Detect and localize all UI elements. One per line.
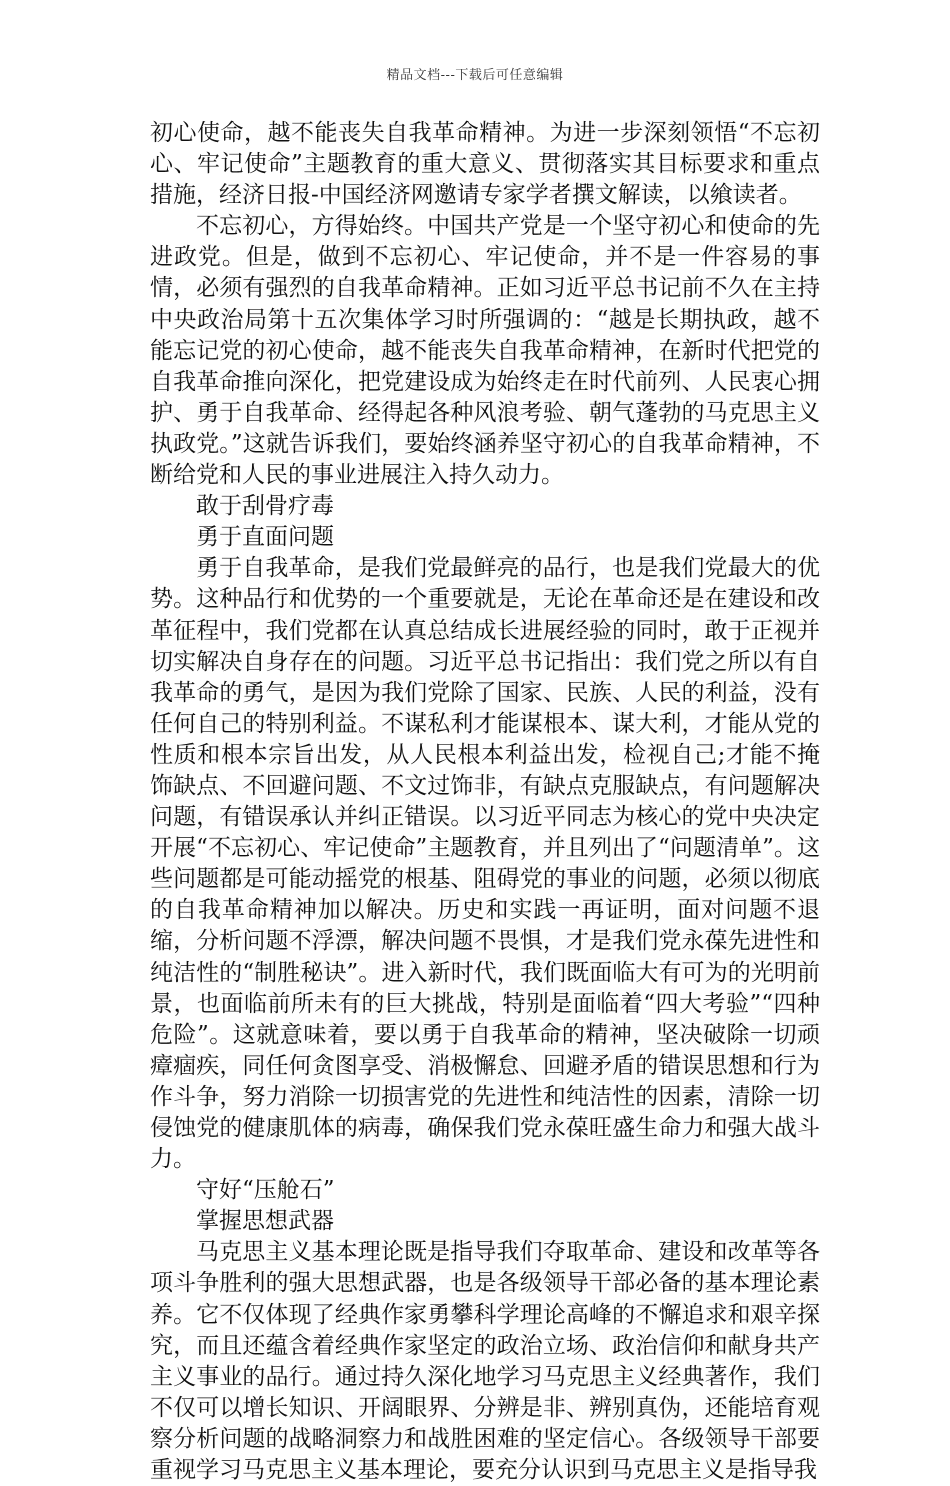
paragraph-intro-continuation: 初心使命，越不能丧失自我革命精神。为进一步深刻领悟“不忘初心、牢记使命”主题教育的重大意义、贯彻落实其目标要求和重点措施，经济日报-中国经济网邀请专家学者撰文解读，以飨读者。 [150, 120, 820, 209]
paragraph-marxist-theory: 马克思主义基本理论既是指导我们夺取革命、建设和改革等各项斗争胜利的强大思想武器，也是各级领导干部必备的基本理论素养。它不仅体现了经典作家勇攀科学理论高峰的不懈追求和艰辛探究，而且还蕴含着经典作家坚定的政治立场、政治信仰和献身共产主义事业的品行。通过持久深化地学习马克思主义经典著作，我们不仅可以增长知识、开阔眼界、分辨是非、辨别真伪，还能培育观察分析问题的战略洞察力和战胜困难的坚定信心。各级领导干部要重视学习马克思主义基本理论，要充分认识到马克思主义是指导我 [150, 1239, 820, 1484]
document-body [150, 118, 820, 1486]
paragraph-self-revolution: 勇于自我革命，是我们党最鲜亮的品行，也是我们党最大的优势。这种品行和优势的一个重要就是，无论在革命还是在建设和改革征程中，我们党都在认真总结成长进展经验的同时，敢于正视并切实解决自身存在的问题。习近平总书记指出：我们党之所以有自我革命的勇气，是因为我们党除了国家、民族、人民的利益，没有任何自己的特别利益。不谋私利才能谋根本、谋大利，才能从党的性质和根本宗旨出发，从人民根本利益出发，检视自己;才能不掩饰缺点、不回避问题、不文过饰非，有缺点克服缺点，有问题解决问题，有错误承认并纠正错误。以习近平同志为核心的党中央决定开展“不忘初心、牢记使命”主题教育，并且列出了“问题清单”。这些问题都是可能动摇党的根基、阻碍党的事业的问题，必须以彻底的自我革命精神加以解决。历史和实践一再证明，面对问题不退缩，分析问题不浮漂，解决问题不畏惧，才是我们党永葆先进性和纯洁性的“制胜秘诀”。进入新时代，我们既面临大有可为的光明前景，也面临前所未有的巨大挑战，特别是面临着“四大考验”“四种危险”。这就意味着，要以勇于自我革命的精神，坚决破除一切顽瘴痼疾，同任何贪图享受、消极懈怠、回避矛盾的错误思想和行为作斗争，努力消除一切损害党的先进性和纯洁性的因素，清除一切侵蚀党的健康肌体的病毒，确保我们党永葆旺盛生命力和强大战斗力。 [150, 555, 820, 1173]
section-heading-2: 守好“压舱石” [196, 1177, 335, 1204]
section-heading-1: 敢于刮骨疗毒 [196, 493, 334, 520]
section-subheading-1: 勇于直面问题 [196, 524, 334, 551]
section-subheading-2: 掌握思想武器 [196, 1208, 334, 1235]
paragraph-not-forget-original-aspiration: 不忘初心，方得始终。中国共产党是一个坚守初心和使命的先进政党。但是，做到不忘初心、牢记使命，并不是一件容易的事情，必须有强烈的自我革命精神。正如习近平总书记前不久在主持中央政治局第十五次集体学习时所强调的：“越是长期执政，越不能忘记党的初心使命，越不能丧失自我革命精神，在新时代把党的自我革命推向深化，把党建设成为始终走在时代前列、人民衷心拥护、勇于自我革命、经得起各种风浪考验、朝气蓬勃的马克思主义执政党。”这就告诉我们，要始终涵养坚守初心的自我革命精神，不断给党和人民的事业进展注入持久动力。 [150, 213, 820, 489]
page-header: 精品文档---下载后可任意编辑 [386, 68, 564, 83]
